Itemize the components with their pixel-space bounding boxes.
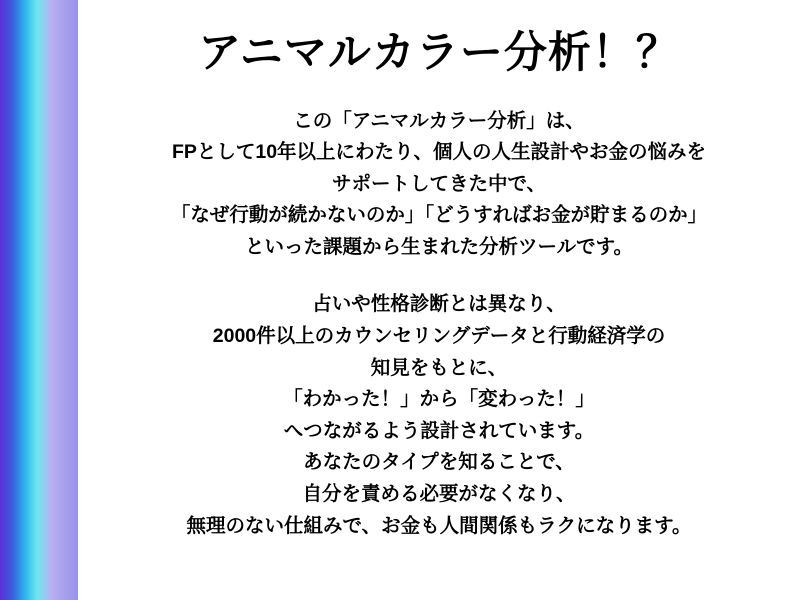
text-line: あなたのタイプを知ることで、 bbox=[303, 451, 575, 474]
text-line: この「アニマルカラー分析」は、 bbox=[293, 109, 585, 132]
text-line: 「わかった！」から「変わった！」 bbox=[283, 388, 595, 411]
text-line: といった課題から生まれた分析ツールです。 bbox=[244, 235, 634, 258]
slide-content bbox=[78, 0, 800, 600]
text-line: FPとして10年以上にわたり、個人の人生設計やお金の悩みを bbox=[171, 141, 707, 164]
text-line: 「なぜ行動が続かないのか」「どうすればお金が貯まるのか」 bbox=[170, 204, 708, 227]
page-title: アニマルカラー分析！？ bbox=[198, 29, 680, 77]
text-line: 自分を責める必要がなくなり、 bbox=[302, 482, 576, 505]
text-line: サポートしてきた中で、 bbox=[331, 172, 547, 195]
text-line: 無理のない仕組みで、お金も人間関係もラクになります。 bbox=[186, 514, 692, 537]
text-line: 2000件以上のカウンセリングデータと行動経済学の bbox=[212, 325, 666, 348]
decorative-gradient-bar bbox=[0, 0, 78, 600]
text-line: へつながるよう設計されています。 bbox=[283, 419, 595, 442]
text-line: 占いや性格診断とは異なり、 bbox=[312, 293, 566, 316]
paragraph-spacer bbox=[78, 263, 800, 289]
paragraph-2 bbox=[78, 289, 800, 542]
paragraph-1 bbox=[78, 106, 800, 264]
body-text bbox=[78, 106, 800, 543]
text-line: 知見をもとに、 bbox=[370, 356, 508, 379]
